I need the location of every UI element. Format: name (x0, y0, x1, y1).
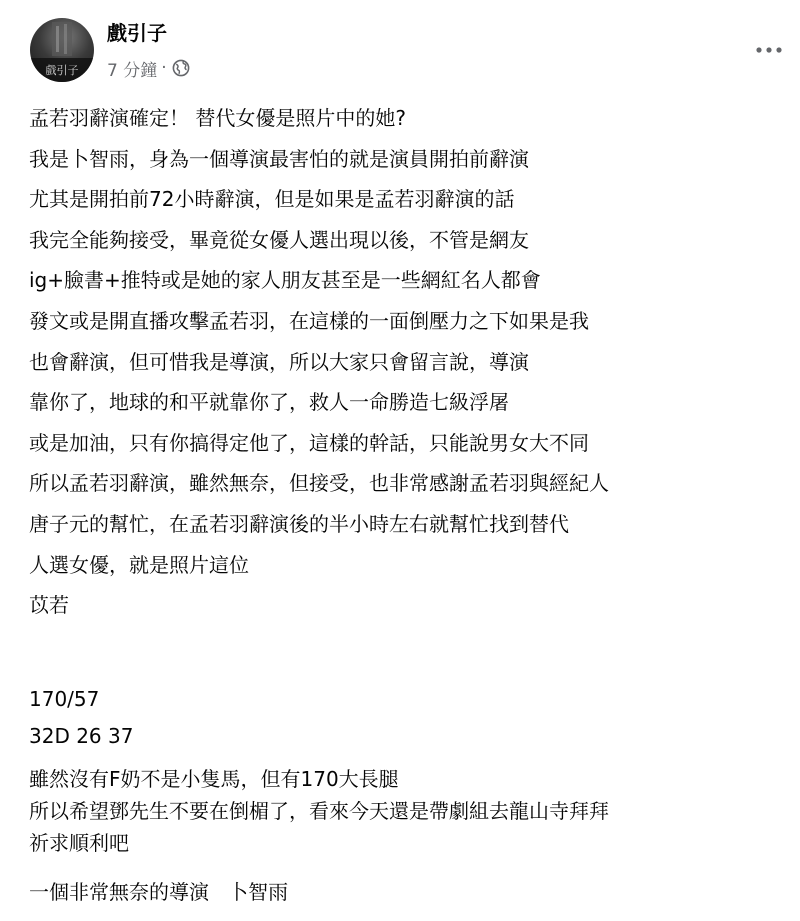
post-meta (107, 56, 190, 80)
post-closing-block (29, 763, 609, 859)
globe-icon[interactable] (172, 59, 190, 77)
post-signature: 一個非常無奈的導演 卜智雨 (29, 880, 289, 904)
post-text-line: 發文或是開直播攻擊孟若羽，在這樣的一面倒壓力之下如果是我 (29, 308, 589, 333)
post-text-line: 我是卜智雨，身為一個導演最害怕的就是演員開拍前辭演 (29, 146, 529, 171)
post-text-line: 170/57 (29, 687, 100, 711)
post-text-line: 孟若羽辭演確定！ 替代女優是照片中的她? (29, 106, 406, 130)
post-text-line: 所以希望鄧先生不要在倒楣了，看來今天還是帶劇組去龍山寺拜拜 (29, 799, 609, 823)
meta-separator: · (161, 58, 167, 78)
post-text-line: 尤其是開拍前72小時辭演，但是如果是孟若羽辭演的話 (29, 187, 515, 212)
avatar-logo-text: 戲引子 (45, 64, 79, 77)
post-text-line: 靠你了，地球的和平就靠你了，救人一命勝造七級浮屠 (29, 390, 509, 415)
post-text-line: 祈求順利吧 (29, 831, 129, 855)
avatar-image (30, 18, 94, 82)
post-text-line: ig+臉書+推特或是她的家人朋友甚至是一些網紅名人都會 (29, 268, 541, 293)
post-text-line: 苡若 (29, 593, 69, 618)
post-text-line: 唐子元的幫忙，在孟若羽辭演後的半小時左右就幫忙找到替代 (29, 511, 569, 536)
post-stats-block (29, 681, 133, 755)
more-horizontal-icon (755, 46, 785, 54)
post-body (29, 98, 789, 626)
post-text-line: 人選女優，就是照片這位 (29, 552, 249, 577)
post-text-line: 我完全能夠接受，畢竟從女優人選出現以後，不管是網友 (29, 227, 529, 252)
post-text-line: 32D 26 37 (29, 724, 134, 748)
avatar[interactable] (30, 18, 94, 82)
post-text-line: 也會辭演，但可惜我是導演，所以大家只會留言說，導演 (29, 349, 529, 374)
more-options-button[interactable] (752, 38, 788, 62)
post-text-line: 或是加油，只有你搞得定他了，這樣的幹話，只能說男女大不同 (29, 430, 589, 455)
post-text-line: 所以孟若羽辭演，雖然無奈，但接受，也非常感謝孟若羽與經紀人 (29, 471, 609, 496)
post-timestamp[interactable]: 7 分鐘 (107, 60, 158, 81)
post-text-line: 雖然沒有F奶不是小隻馬，但有170大長腿 (29, 767, 399, 791)
author-name[interactable]: 戲引子 (107, 21, 167, 45)
